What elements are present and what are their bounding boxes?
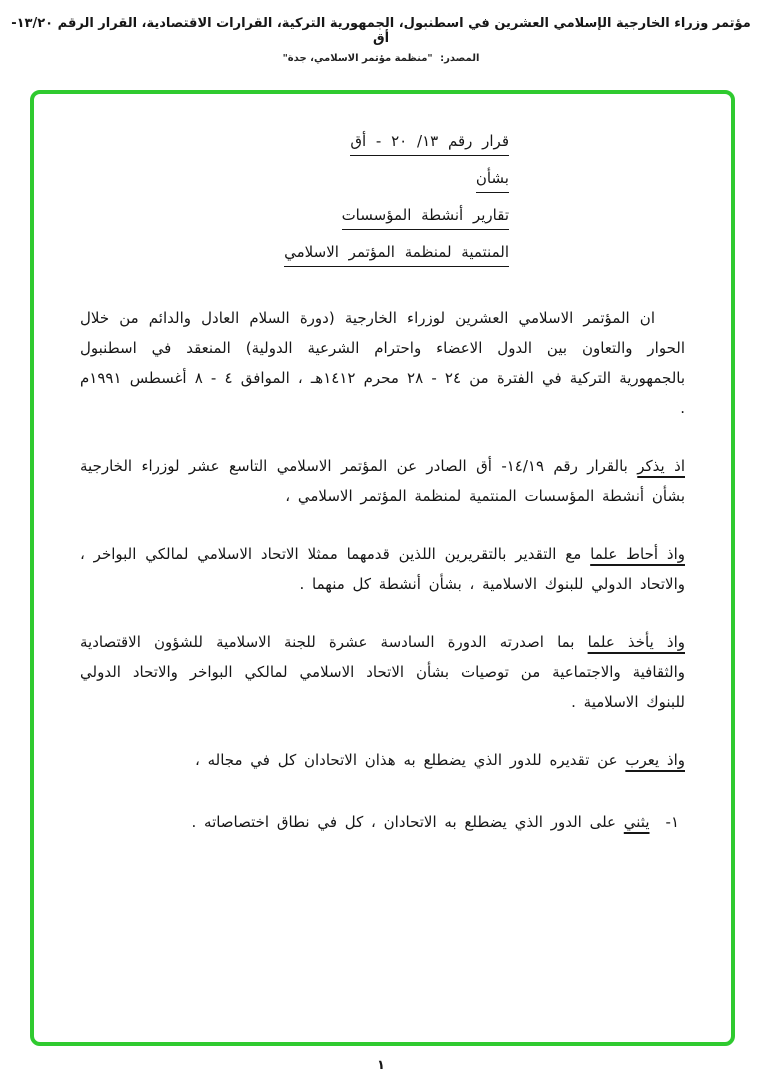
clause-body: على الدور الذي يضطلع به الاتحادان ، كل في نطاق اختصاصاته . bbox=[191, 813, 624, 831]
resolution-subject-word: بشأن bbox=[80, 169, 509, 193]
paragraph-lead: واذ أحاط علما bbox=[590, 545, 685, 563]
page-number: ١ bbox=[377, 1058, 385, 1073]
clause-number: ١- bbox=[665, 813, 679, 831]
paragraph-lead: اذ يذكر bbox=[637, 457, 685, 475]
paragraph-preamble bbox=[80, 303, 685, 423]
source-label: المصدر: bbox=[440, 53, 480, 64]
paragraph-noting-recommendations bbox=[80, 627, 685, 717]
paragraph-text: بالقرار رقم ١٤/١٩- أق الصادر عن المؤتمر الاسلامي التاسع عشر لوزراء الخارجية بشأن أنشطة المؤسسات المنتمية لمنظمة المؤتمر الاسلامي ، bbox=[80, 457, 685, 505]
resolution-subject-line2: المنتمية لمنظمة المؤتمر الاسلامي bbox=[80, 243, 509, 267]
header-source-line bbox=[0, 53, 762, 64]
document-header bbox=[0, 0, 762, 64]
clause-lead: يثني bbox=[623, 813, 650, 831]
paragraph-taking-note bbox=[80, 539, 685, 599]
resolution-subject-line1: تقارير أنشطة المؤسسات bbox=[80, 206, 509, 230]
source-value: "منظمة مؤتمر الاسلامي، جدة" bbox=[282, 53, 433, 64]
paragraph-lead: واذ يعرب bbox=[625, 751, 685, 769]
paragraph-text: بما اصدرته الدورة السادسة عشرة للجنة الاسلامية للشؤون الاقتصادية والثقافية والاجتماعية من توصيات بشأن الاتحاد الاسلامي لمالكي البواخر والاتحاد الدولي للبنوك الاسلامية . bbox=[80, 633, 685, 711]
paragraph-text: مع التقدير بالتقريرين اللذين قدمهما ممثلا الاتحاد الاسلامي لمالكي البواخر ، والاتحاد الدولي للبنوك الاسلامية ، بشأن أنشطة كل منهما . bbox=[80, 545, 685, 593]
header-title: مؤتمر وزراء الخارجية الإسلامي العشرين في اسطنبول، الجمهورية التركية، القرارات الاقتصادية، القرار الرقم ١٣/٢٠-أق bbox=[11, 16, 751, 46]
document-body-frame bbox=[30, 90, 735, 1046]
paragraph-lead: واذ يأخذ علما bbox=[587, 633, 685, 651]
resolution-number: قرار رقم ١٣/ ٢٠ - أق bbox=[350, 132, 509, 156]
resolution-title-block bbox=[80, 132, 509, 267]
paragraph-text: عن تقديره للدور الذي يضطلع به هذان الاتحادان كل في مجاله ، bbox=[194, 751, 626, 769]
clause-text bbox=[80, 807, 650, 837]
paragraph-expressing-appreciation bbox=[80, 745, 685, 775]
paragraph-recalling bbox=[80, 451, 685, 511]
clause-item-1 bbox=[80, 807, 685, 837]
paragraph-text: ان المؤتمر الاسلامي العشرين لوزراء الخارجية (دورة السلام العادل والدائم من خلال الحوار والتعاون بين الدول الاعضاء واحترام الشرعية الدولية) المنعقد في اسطنبول بالجمهورية التركية في الفترة من ٢٤ - ٢٨ محرم ١٤١٢هـ ، الموافق ٤ - ٨ أغسطس ١٩٩١م . bbox=[80, 309, 686, 417]
resolution-number-line bbox=[80, 132, 509, 156]
